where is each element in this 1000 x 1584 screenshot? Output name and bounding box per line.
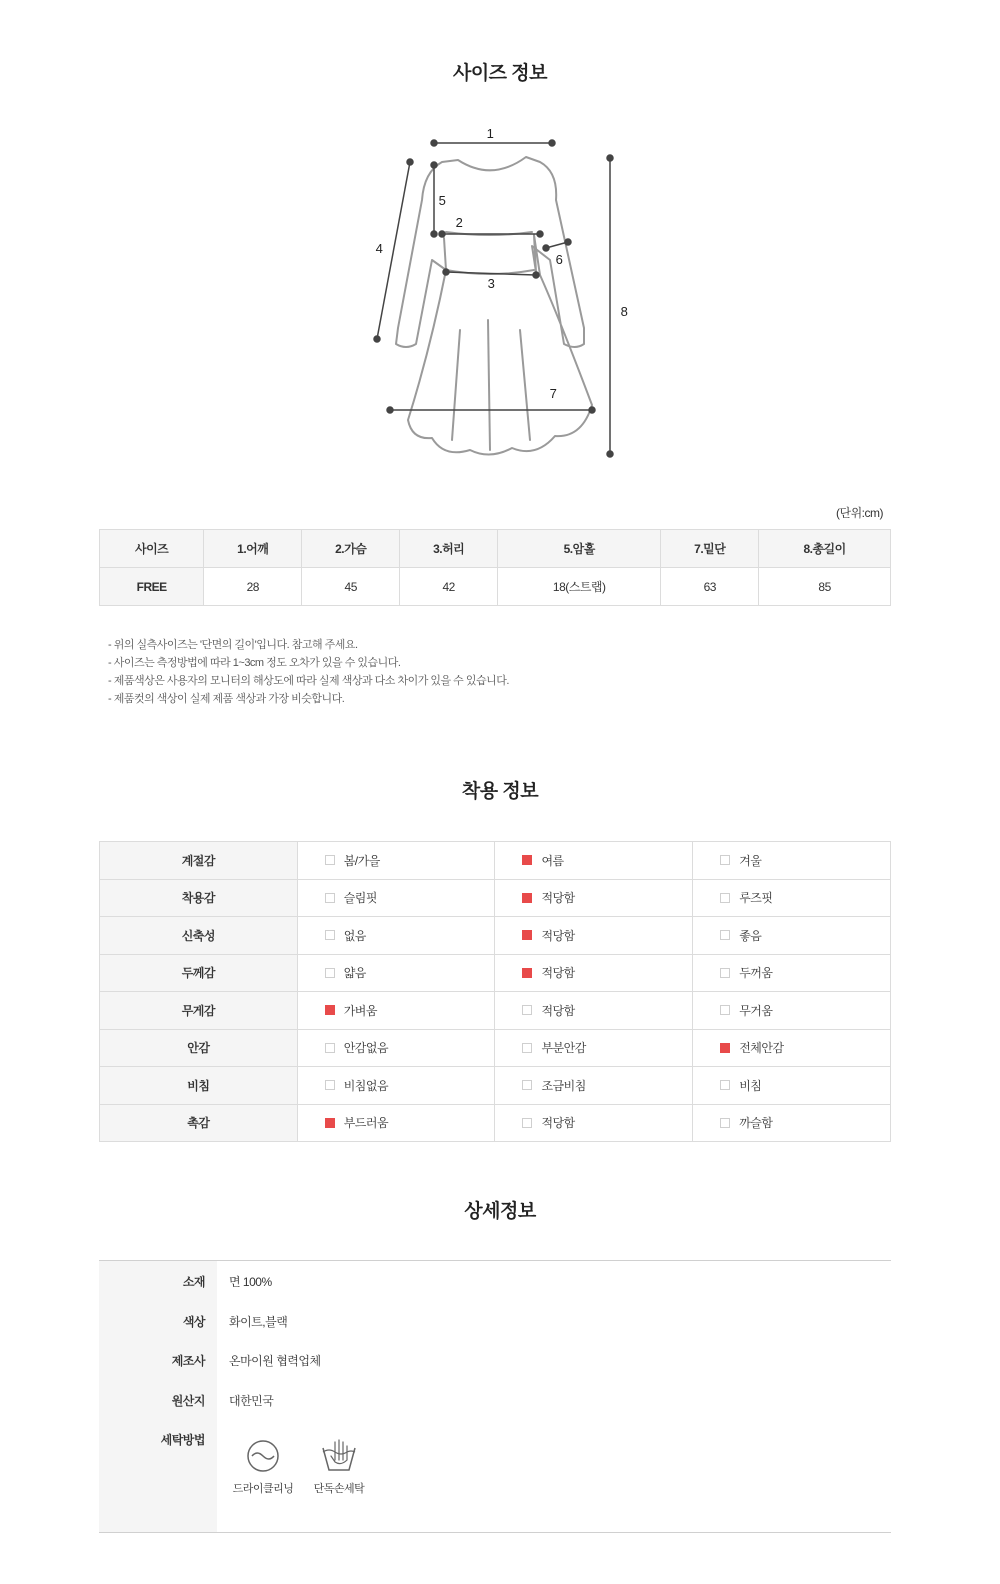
fit-option [495,992,693,1030]
dry-cleaning-icon [245,1438,281,1474]
unchecked-box-icon [325,855,335,865]
fit-row-label: 안감 [100,1029,298,1067]
fit-option [297,879,495,917]
table-row [100,568,891,606]
detail-key: 원산지 [171,1394,205,1408]
fit-option [495,842,693,880]
checked-box-icon [325,1118,335,1128]
fit-option-label: 적당함 [541,891,575,906]
fit-option [297,992,495,1030]
fit-row-label: 계절감 [100,842,298,880]
detail-key: 소재 [182,1275,205,1289]
unchecked-box-icon [325,1043,335,1053]
detail-key: 세탁방법 [160,1433,205,1447]
unchecked-box-icon [720,1118,730,1128]
unchecked-box-icon [325,893,335,903]
fit-option-label: 조금비침 [541,1078,586,1093]
diagram-label-3: 3 [487,276,495,291]
fit-option [693,1067,891,1105]
size-header-cell: 8.총길이 [759,530,891,568]
checked-box-icon [720,1043,730,1053]
note-line: - 사이즈는 측정방법에 따라 1~3cm 정도 오차가 있을 수 있습니다. [108,657,401,669]
checked-box-icon [522,968,532,978]
fit-option-label: 봄/가을 [343,853,380,868]
diagram-label-7: 7 [549,386,557,401]
unchecked-box-icon [325,1080,335,1090]
fit-option-label: 겨울 [739,853,762,868]
fit-option [693,1104,891,1142]
size-header-cell: 3.허리 [400,530,498,568]
detail-key: 제조사 [171,1354,205,1368]
unchecked-box-icon [720,1005,730,1015]
fit-option [693,1029,891,1067]
fit-option-label: 적당함 [541,928,575,943]
diagram-label-2: 2 [455,215,463,230]
fit-row-label: 무게감 [100,992,298,1030]
fit-option-label: 여름 [541,853,564,868]
detail-table [99,1260,891,1533]
diagram-label-5: 5 [438,193,446,208]
unchecked-box-icon [522,1043,532,1053]
note-line: - 제품컷의 색상이 실제 제품 색상과 가장 비슷합니다. [108,693,345,705]
size-cell: FREE [100,568,204,606]
fit-option-label: 비침 [739,1078,762,1093]
detail-value: 온마이원 협력업체 [229,1354,321,1368]
unchecked-box-icon [720,968,730,978]
wash-item-hand-wash [299,1438,379,1496]
size-info-title: 사이즈 정보 [452,63,548,84]
fit-option [297,917,495,955]
fit-option [495,1104,693,1142]
fit-option-label: 슬림핏 [343,891,377,906]
wash-item-dry-clean [223,1438,303,1496]
fit-option-label: 까슬함 [739,1116,773,1131]
size-cell: 28 [204,568,302,606]
wash-label: 단독손세탁 [313,1483,365,1495]
size-header-cell: 사이즈 [100,530,204,568]
size-cell: 45 [302,568,400,606]
fit-option [297,1067,495,1105]
fit-option-label: 루즈핏 [739,891,773,906]
detail-value: 면 100% [229,1275,272,1289]
size-header-cell: 1.어깨 [204,530,302,568]
table-row [100,842,891,880]
note-line: - 위의 실측사이즈는 '단면의 길이'입니다. 참고해 주세요. [108,639,358,651]
fit-row-label: 착용감 [100,879,298,917]
fit-option-label: 전체안감 [739,1041,784,1056]
hand-wash-icon [319,1438,359,1474]
detail-key: 색상 [182,1315,205,1329]
fit-option-label: 적당함 [541,966,575,981]
fit-option [495,917,693,955]
fit-option-label: 무거움 [739,1003,773,1018]
table-row [100,879,891,917]
fit-option-label: 얇음 [343,966,366,981]
size-notes [108,636,509,708]
unchecked-box-icon [720,1080,730,1090]
unchecked-box-icon [325,930,335,940]
checked-box-icon [325,1005,335,1015]
table-row [100,1067,891,1105]
unchecked-box-icon [522,1080,532,1090]
unchecked-box-icon [522,1005,532,1015]
fit-option-label: 부분안감 [541,1041,586,1056]
fit-row-label: 비침 [100,1067,298,1105]
table-row [100,1029,891,1067]
fit-row-label: 촉감 [100,1104,298,1142]
table-row [100,992,891,1030]
fit-info-title: 착용 정보 [461,781,539,802]
fit-option-label: 적당함 [541,1116,575,1131]
diagram-label-6: 6 [555,252,563,267]
size-cell: 18(스트랩) [498,568,661,606]
diagram-label-8: 8 [620,304,628,319]
table-row [100,917,891,955]
checked-box-icon [522,855,532,865]
fit-option-label: 없음 [343,928,366,943]
fit-option [297,1104,495,1142]
table-row [100,954,891,992]
fit-option-label: 좋음 [739,928,762,943]
fit-option [297,1029,495,1067]
fit-option [495,1067,693,1105]
size-cell: 42 [400,568,498,606]
fit-option [297,842,495,880]
size-table [99,529,891,606]
fit-option [297,954,495,992]
unchecked-box-icon [720,855,730,865]
checked-box-icon [522,930,532,940]
fit-option [693,992,891,1030]
fit-option-label: 안감없음 [343,1041,389,1056]
unchecked-box-icon [720,893,730,903]
size-header-cell: 7.밑단 [661,530,759,568]
unchecked-box-icon [720,930,730,940]
note-line: - 제품색상은 사용자의 모니터의 해상도에 따라 실제 색상과 다소 차이가 있을 수 있습니다. [108,675,509,687]
dress-diagram [360,120,650,465]
fit-option-label: 가벼움 [343,1003,377,1018]
fit-row-label: 신축성 [100,917,298,955]
unchecked-box-icon [522,1118,532,1128]
fit-row-label: 두께감 [100,954,298,992]
fit-table [99,841,891,1142]
size-cell: 85 [759,568,891,606]
fit-option [693,842,891,880]
unit-label: (단위:cm) [835,506,883,520]
fit-option [495,954,693,992]
fit-option [495,879,693,917]
size-table-header-row [100,530,891,568]
fit-option [495,1029,693,1067]
table-row [100,1104,891,1142]
size-header-cell: 2.가슴 [302,530,400,568]
fit-option-label: 두꺼움 [739,966,773,981]
size-cell: 63 [661,568,759,606]
diagram-label-4: 4 [375,241,383,256]
fit-option [693,879,891,917]
detail-value: 대한민국 [229,1394,274,1408]
wash-label: 드라이클리닝 [232,1483,294,1495]
fit-option [693,917,891,955]
fit-option-label: 적당함 [541,1003,575,1018]
fit-option-label: 부드러움 [343,1116,389,1131]
unchecked-box-icon [325,968,335,978]
fit-option [693,954,891,992]
diagram-label-1: 1 [486,126,494,141]
detail-value: 화이트,블랙 [229,1315,288,1329]
fit-option-label: 비침없음 [343,1078,389,1093]
size-header-cell: 5.암홀 [498,530,661,568]
checked-box-icon [522,893,532,903]
detail-info-title: 상세정보 [464,1201,536,1222]
